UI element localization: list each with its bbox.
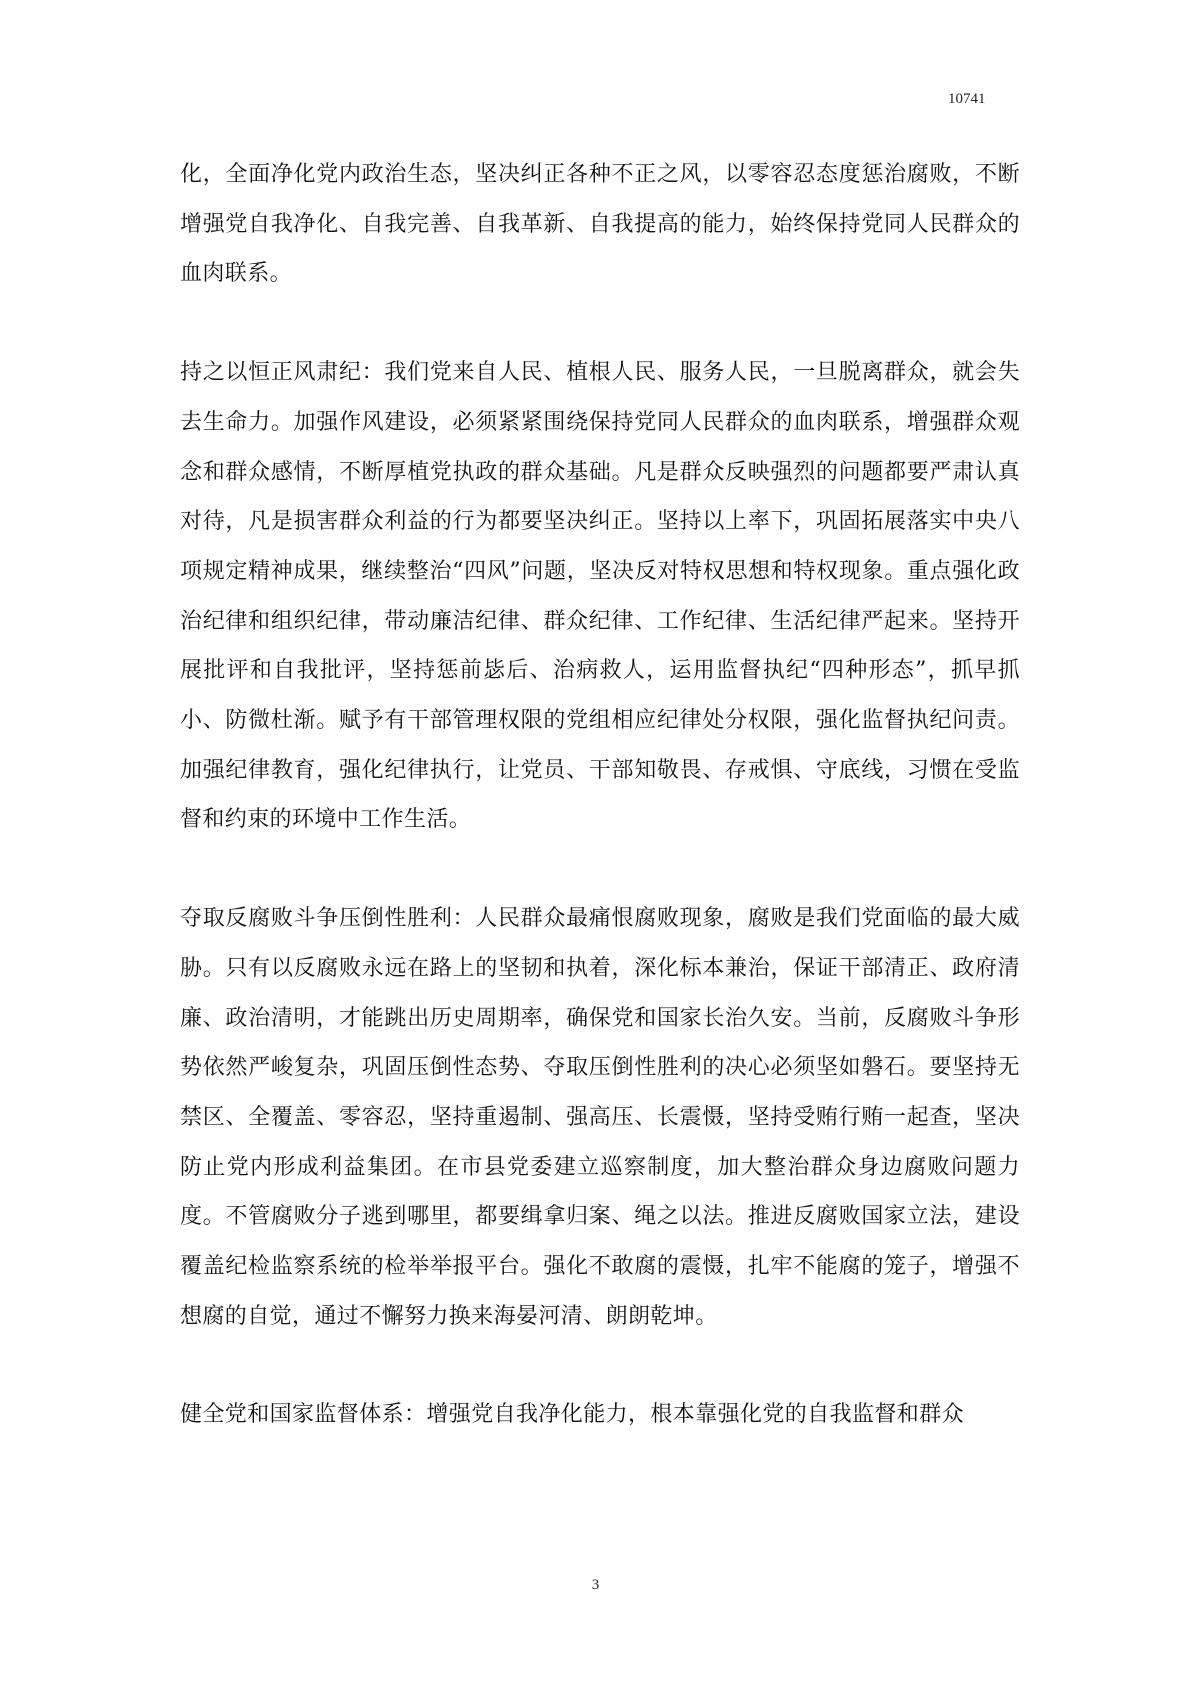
- paragraph-spacer: [180, 1341, 1020, 1390]
- document-number: 10741: [948, 91, 986, 107]
- page-number: 3: [591, 1577, 600, 1593]
- paragraph-spacer: [180, 299, 1020, 348]
- paragraph-continuation: 化，全面净化党内政治生态，坚决纠正各种不正之风，以零容忍态度惩治腐败，不断增强党自我净化、自我完善、自我革新、自我提高的能力，始终保持党同人民群众的血肉联系。: [180, 162, 1020, 287]
- paragraph-anti-corruption: 夺取反腐败斗争压倒性胜利：人民群众最痛恨腐败现象，腐败是我们党面临的最大威胁。只有以反腐败永远在路上的坚韧和执着，深化标本兼治，保证干部清正、政府清廉、政治清明，才能跳出历史周期率，确保党和国家长治久安。当前，反腐败斗争形势依然严峻复杂，巩固压倒性态势、夺取压倒性胜利的决心必须坚如磐石。要坚持无禁区、全覆盖、零容忍，坚持重遏制、强高压、长震慑，坚持受贿行贿一起查，坚决防止党内形成利益集团。在市县党委建立巡察制度，加大整治群众身边腐败问题力度。不管腐败分子逃到哪里，都要缉拿归案、绳之以法。推进反腐败国家立法，建设覆盖纪检监察系统的检举举报平台。强化不敢腐的震慑，扎牢不能腐的笼子，增强不想腐的自觉，通过不懈努力换来海晏河清、朗朗乾坤。: [180, 906, 1020, 1329]
- paragraph-discipline: 持之以恒正风肃纪：我们党来自人民、植根人民、服务人民，一旦脱离群众，就会失去生命力。加强作风建设，必须紧紧围绕保持党同人民群众的血肉联系，增强群众观念和群众感情，不断厚植党执政的群众基础。凡是群众反映强烈的问题都要严肃认真对待，凡是损害群众利益的行为都要坚决纠正。坚持以上率下，巩固拓展落实中央八项规定精神成果，继续整治“四风”问题，坚决反对特权思想和特权现象。重点强化政治纪律和组织纪律，带动廉洁纪律、群众纪律、工作纪律、生活纪律严起来。坚持开展批评和自我批评，坚持惩前毖后、治病救人，运用监督执纪“四种形态”，抓早抓小、防微杜渐。赋予有干部管理权限的党组相应纪律处分权限，强化监督执纪问责。加强纪律教育，强化纪律执行，让党员、干部知敬畏、存戒惧、守底线，习惯在受监督和约束的环境中工作生活。: [180, 360, 1020, 833]
- paragraph-supervision: 健全党和国家监督体系：增强党自我净化能力，根本靠强化党的自我监督和群众: [180, 1402, 965, 1428]
- document-body: [180, 150, 1020, 1440]
- paragraph-spacer: [180, 845, 1020, 894]
